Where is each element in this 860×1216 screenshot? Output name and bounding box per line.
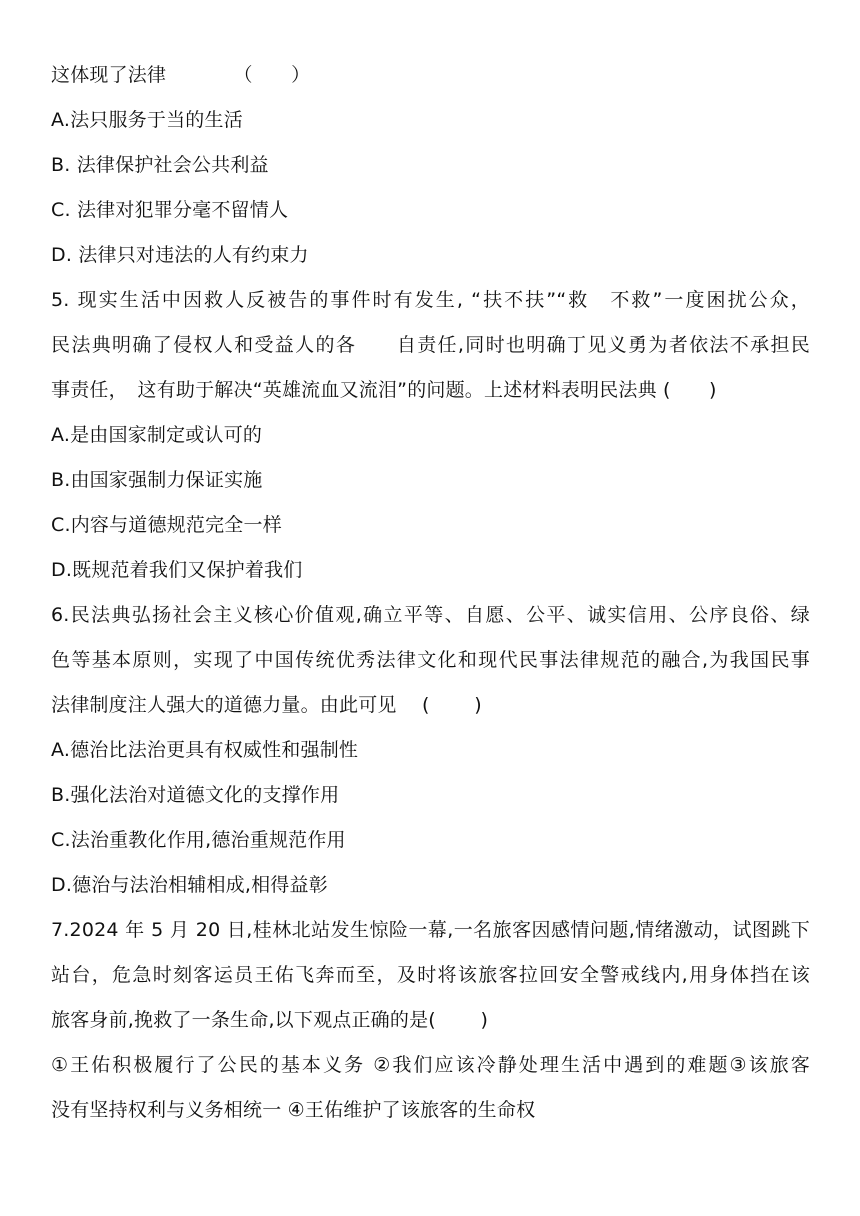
q7-statements-line-2: 没有坚持权利与义务相统一 ④王佑维护了该旅客的生命权: [51, 1099, 536, 1121]
question-6-line-2: 色等基本原则，实现了中国传统优秀法律文化和现代民事法律规范的融合,为我国民事: [51, 649, 810, 671]
question-4-stem-end: 这体现了法律 （ ）: [51, 64, 311, 86]
q6-option-c: C.法治重教化作用,德治重规范作用: [51, 829, 346, 851]
q4-option-d: D. 法律只对违法的人有约束力: [51, 244, 309, 266]
q6-option-d: D.德治与法治相辅相成,相得益彰: [51, 874, 328, 896]
q5-option-b: B.由国家强制力保证实施: [51, 469, 263, 491]
question-6-line-1: 6.民法典弘扬社会主义核心价值观,确立平等、自愿、公平、诚实信用、公序良俗、绿: [51, 604, 810, 626]
q4-option-a: A.法只服务于当的生活: [51, 109, 243, 131]
q4-option-c: C. 法律对犯罪分毫不留情人: [51, 199, 289, 221]
question-5-line-1: 5. 现实生活中因救人反被告的事件时有发生, “扶不扶”“救 不救”一度困扰公众，: [51, 289, 810, 311]
q5-option-a: A.是由国家制定或认可的: [51, 424, 263, 446]
q6-option-b: B.强化法治对道德文化的支撑作用: [51, 784, 340, 806]
q4-option-b: B. 法律保护社会公共利益: [51, 154, 269, 176]
q5-option-d: D.既规范着我们又保护着我们: [51, 559, 303, 581]
question-5-line-2: 民法典明确了侵权人和受益人的各 自责任,同时也明确丁见义勇为者依法不承担民: [51, 334, 810, 356]
question-5-line-3: 事责任， 这有助于解决“英雄流血又流泪”的问题。上述材料表明民法典 ( ): [51, 379, 717, 401]
question-7-line-1: 7.2024 年 5 月 20 日,桂林北站发生惊险一幕,一名旅客因感情问题,情绪激动，试图跳下: [51, 919, 810, 941]
q7-statements-line-1: ①王佑积极履行了公民的基本义务 ②我们应该冷静处理生活中遇到的难题③该旅客: [51, 1054, 810, 1076]
question-7-line-2: 站台，危急时刻客运员王佑飞奔而至，及时将该旅客拉回安全警戒线内,用身体挡在该: [51, 964, 810, 986]
q5-option-c: C.内容与道德规范完全一样: [51, 514, 282, 536]
question-6-line-3: 法律制度注人强大的道德力量。由此可见 ( ): [51, 694, 482, 716]
question-7-line-3: 旅客身前,挽救了一条生命,以下观点正确的是( ): [51, 1009, 489, 1031]
q6-option-a: A.德治比法治更具有权威性和强制性: [51, 739, 359, 761]
